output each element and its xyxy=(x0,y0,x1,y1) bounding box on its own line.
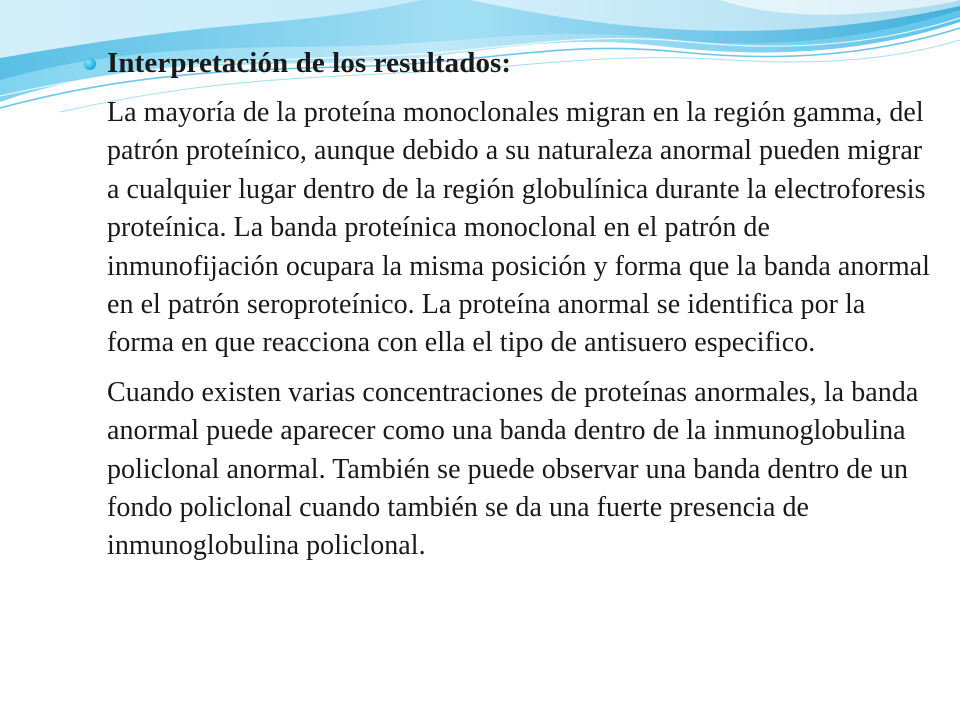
paragraph-1: La mayoría de la proteína monoclonales migran en la región gamma, del patrón proteínico, aunque debido a su naturaleza anormal pueden migrar a cualquier lugar dentro de la región globulínica durante la electroforesis proteínica. La banda proteínica monoclonal en el patrón de inmunofijación ocupara la misma posición y forma que la banda anormal en el patrón seroproteínico. La proteína anormal se identifica por la forma en que reacciona con ella el tipo de antisuero especifico. xyxy=(107,97,930,359)
bullet-dot-icon xyxy=(84,58,96,70)
slide-heading: Interpretación de los resultados: xyxy=(107,47,512,79)
text-content xyxy=(84,44,944,566)
heading-row xyxy=(84,44,944,82)
paragraph-2: Cuando existen varias concentraciones de proteínas anormales, la banda anormal puede aparecer como una banda dentro de la inmunoglobulina policlonal anormal. También se puede observar una banda dentro de un fondo policlonal cuando también se da una fuerte presencia de inmunoglobulina policlonal. xyxy=(107,376,919,562)
